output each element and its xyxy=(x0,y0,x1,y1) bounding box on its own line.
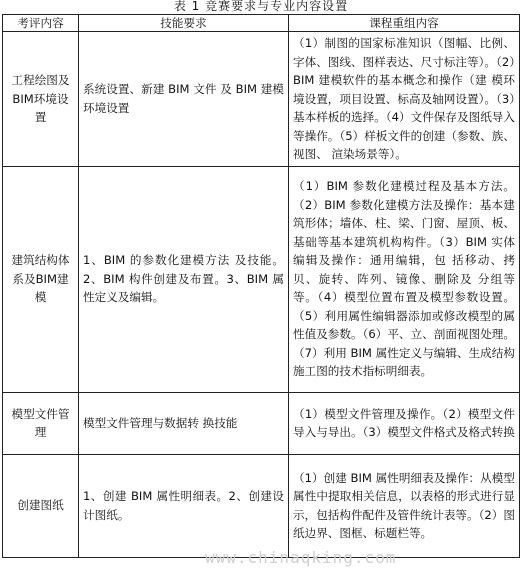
requirements-table xyxy=(2,14,520,558)
row-skill: 1、创建 BIM 属性明细表。2、创建设计图纸。 xyxy=(79,454,289,557)
table-row xyxy=(3,32,520,167)
row-content: （1）模型文件管理及操作。（2）模型文件导入与导出。（3）模型文件格式及格式转换 xyxy=(289,392,520,454)
table-row xyxy=(3,166,520,392)
table-row xyxy=(3,454,520,557)
row-content: （1）创建 BIM 属性明细表及操作：从模型 属性中提取相关信息，以表格的形式进行显示，包括构件配件及管件统计表等。（2）图纸边界、图框、标题栏等。 xyxy=(289,454,520,557)
table-caption: 表 1 竞赛要求与专业内容设置 xyxy=(173,0,349,13)
row-content: （1）BIM 参数化建模过程及基本方法。（2）BIM 参数化建模方法及操作：基本建 筑形体；墙体、柱、梁、门窗、屋顶、板、 基础等基本建筑机构构件。（3）BIM 实体编辑及操作：通用编辑，包 括移动、拷贝、旋转、阵列、镜像、删除及 分组等等。（4）模型位置布置及模型参数设置。（5）利用属性编辑器添加或修改模型的属 性值及参数。（6）平、立、剖面视图处理。（7）利用 BIM 属性定义与编辑、生成结构 施工图的技术指标明细表。 xyxy=(289,166,520,392)
row-skill: 系统设置、新建 BIM 文件 及 BIM 建模环境设置 xyxy=(79,32,289,167)
row-skill: 模型文件管理与数据转 换技能 xyxy=(79,392,289,454)
header-skill: 技能要求 xyxy=(79,15,289,32)
row-item: 模型文件管理 xyxy=(3,392,79,454)
header-row xyxy=(3,15,520,32)
site-watermark: www.chinaqking.com xyxy=(205,548,397,567)
row-content: （1）制图的国家标准知识（图幅、比例、字体、图线、图样表达、尺寸标注等）。（2）BIM 建模软件的基本概念和操作（建 模环境设置，项目设置、标高及轴网设置）。（3）基本样板的选择。（4）文件保存及图纸导入等操作。（5）样板文件的创建（参数、族、视图、 渲染场景等）。 xyxy=(289,32,520,167)
row-skill: 1、BIM 的参数化建模方法 及技能。2、BIM 构件创建及布置。3、BIM 属性定义及编辑。 xyxy=(79,166,289,392)
row-item: 建筑结构体系及BIM建模 xyxy=(3,166,79,392)
header-evaluation: 考评内容 xyxy=(3,15,79,32)
table-row xyxy=(3,392,520,454)
row-item: 工程绘图及BIM环境设置 xyxy=(3,32,79,167)
row-item: 创建图纸 xyxy=(3,454,79,557)
header-content: 课程重组内容 xyxy=(289,15,520,32)
